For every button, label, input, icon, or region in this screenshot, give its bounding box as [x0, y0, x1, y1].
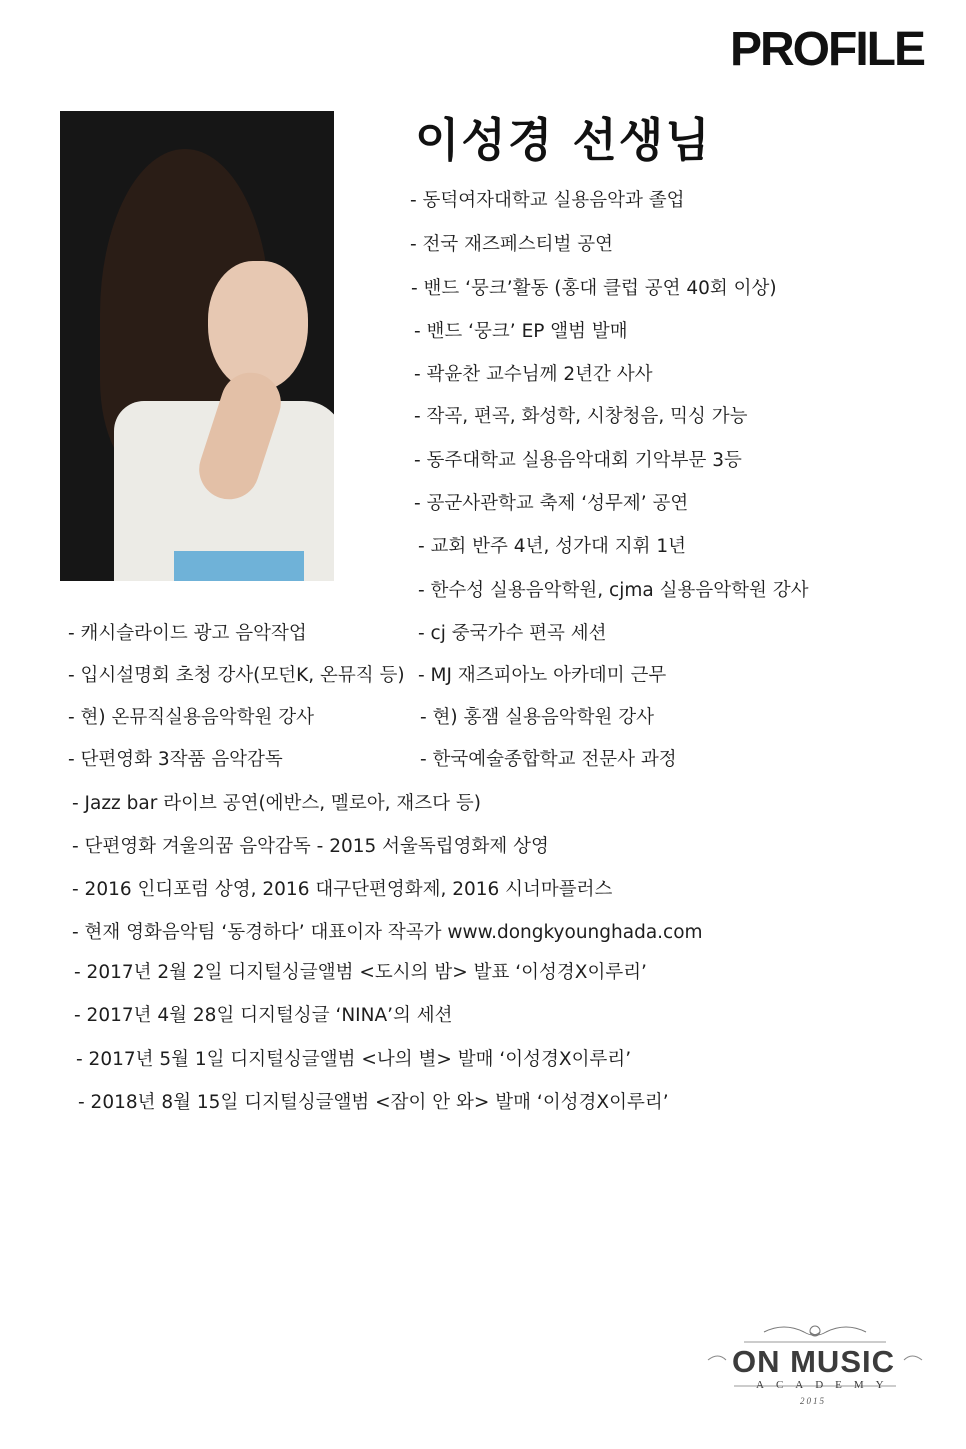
bio-item: - 공군사관학교 축제 ‘성무제’ 공연 — [414, 493, 689, 514]
photo-shirt-stripe — [174, 551, 304, 581]
photo-face — [208, 261, 308, 391]
logo-subtitle: ACADEMY — [756, 1379, 896, 1391]
on-music-logo — [704, 1322, 926, 1412]
bio-item-right: - cj 중국가수 편곡 세션 — [418, 623, 607, 644]
logo-name: ON MUSIC — [732, 1344, 895, 1379]
bio-item-right: - 한국예술종합학교 전문사 과정 — [420, 749, 677, 770]
bio-item: - 전국 재즈페스티벌 공연 — [410, 234, 614, 255]
bio-item: - 밴드 ‘뭉크’활동 (홍대 클럽 공연 40회 이상) — [411, 278, 777, 299]
bio-item: - 2018년 8월 15일 디지털싱글앨범 <잠이 안 와> 발매 ‘이성경X이루리’ — [78, 1092, 669, 1113]
bio-item-left: - 캐시슬라이드 광고 음악작업 — [68, 623, 307, 644]
bio-item: - 2016 인디포럼 상영, 2016 대구단편영화제, 2016 시너마플러스 — [72, 879, 613, 900]
bio-item: - 동덕여자대학교 실용음악과 졸업 — [410, 190, 685, 211]
bio-item: - 작곡, 편곡, 화성학, 시창청음, 믹싱 가능 — [414, 406, 748, 427]
bio-item: - 밴드 ‘뭉크’ EP 앨범 발매 — [414, 321, 628, 342]
bio-item-right: - 현) 홍잼 실용음악학원 강사 — [420, 707, 654, 728]
bio-item: - 교회 반주 4년, 성가대 지휘 1년 — [418, 536, 686, 557]
bio-item: - 곽윤찬 교수님께 2년간 사사 — [414, 364, 653, 385]
teacher-photo — [60, 111, 334, 581]
bio-item: - 2017년 5월 1일 디지털싱글앨범 <나의 별> 발매 ‘이성경X이루리’ — [76, 1049, 632, 1070]
page-title: PROFILE — [729, 23, 924, 76]
logo-year: 2015 — [800, 1396, 826, 1406]
bio-item: - 단편영화 겨울의꿈 음악감독 - 2015 서울독립영화제 상영 — [72, 836, 549, 857]
bio-item-left: - 현) 온뮤직실용음악학원 강사 — [68, 707, 314, 728]
bio-item-left: - 입시설명회 초청 강사(모던K, 온뮤직 등) — [68, 665, 405, 686]
bio-item: - 2017년 2월 2일 디지털싱글앨범 <도시의 밤> 발표 ‘이성경X이루리’ — [74, 962, 647, 983]
bio-item: - 한수성 실용음악학원, cjma 실용음악학원 강사 — [418, 580, 809, 601]
bio-item: - 2017년 4월 28일 디지털싱글 ‘NINA’의 세션 — [74, 1005, 453, 1026]
bio-item: - Jazz bar 라이브 공연(에반스, 멜로아, 재즈다 등) — [72, 793, 482, 814]
bio-item: - 현재 영화음악팀 ‘동경하다’ 대표이자 작곡가 www.dongkyounghada.com — [72, 922, 703, 943]
bio-item-left: - 단편영화 3작품 음악감독 — [68, 749, 283, 770]
teacher-name: 이성경 선생님 — [415, 113, 712, 167]
bio-item-right: - MJ 재즈피아노 아카데미 근무 — [418, 665, 667, 686]
bio-item: - 동주대학교 실용음악대회 기악부문 3등 — [414, 450, 742, 471]
